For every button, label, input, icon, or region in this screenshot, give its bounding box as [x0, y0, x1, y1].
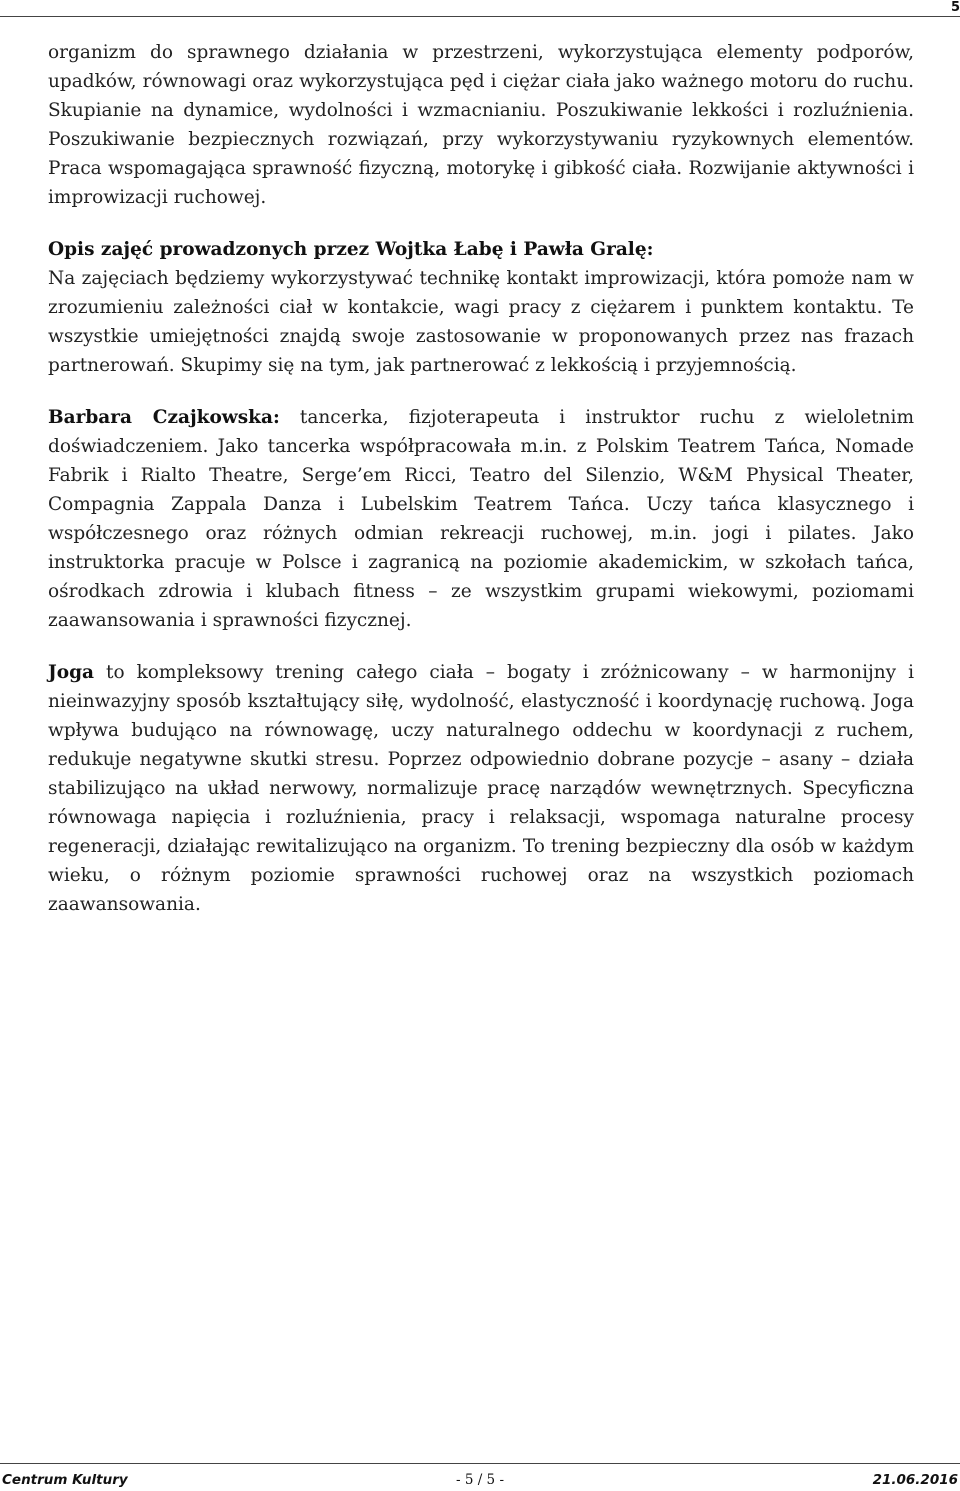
bio-text: tancerka, fizjoterapeuta i instruktor ruchu z wieloletnim doświadczeniem. Jako tancerka współpracowała m.in. z Polskim Teatrem Tańca, Nomade Fabrik i Rialto Theatre, Serge’em Ricci, Teatro del Silenzio, W&M Physical Theater, Compagnia Zappala Danza i Lubelskim Teatrem Tańca. Uczy tańca klasycznego i współczesnego oraz różnych odmian rekreacji ruchowej, m.in. jogi i pilates. Jako instruktorka pracuje w Polsce i zagranicą na poziomie akademickim, w szkołach tańca, ośrodkach zdrowia i klubach fitness – ze wszystkim grupami wiekowymi, poziomami zaawansowania i sprawności fizycznej. — [48, 407, 914, 631]
yoga-text: to kompleksowy trening całego ciała – bogaty i zróżnicowany – w harmonijny i nieinwazyjny sposób kształtujący siłę, wydolność, elastyczność i koordynację ruchową. Joga wpływa budująco na równowagę, uczy naturalnego oddechu w koordynacji z ruchem, redukuje negatywne skutki stresu. Poprzez odpowiednio dobrane pozycje – asany – działa stabilizująco na układ nerwowy, normalizuje pracę narządów wewnętrznych. Specyficzna równowaga napięcia i rozluźnienia, pracy i relaksacji, wspomaga naturalne procesy regeneracji, działając rewitalizująco na organizm. To trening bezpieczny dla osób w każdym wieku, o różnym poziomie sprawności ruchowej oraz na wszystkich poziomach zaawansowania. — [48, 662, 914, 915]
footer-page-indicator: - 5 / 5 - — [455, 1472, 504, 1488]
header-divider — [0, 16, 960, 17]
footer-divider — [0, 1463, 960, 1464]
yoga-term: Joga — [48, 662, 95, 683]
page-number: 5 — [950, 0, 960, 15]
bio-name: Barbara Czajkowska: — [48, 407, 280, 428]
contact-improv-section — [48, 235, 914, 380]
document-body — [48, 38, 914, 942]
intro-paragraph: organizm do sprawnego działania w przestrzeni, wykorzystująca elementy podporów, upadków, równowagi oraz wykorzystująca pęd i ciężar ciała jako ważnego motoru do ruchu. Skupianie na dynamice, wydolności i wzmacnianiu. Poszukiwanie lekkości i rozluźnienia. Poszukiwanie bezpiecznych rozwiązań, przy wykorzystywaniu ryzykownych elementów. Praca wspomagająca sprawność fizyczną, motorykę i gibkość ciała. Rozwijanie aktywności i improwizacji ruchowej. — [48, 42, 914, 208]
footer-date: 21.06.2016 — [872, 1472, 958, 1488]
section-heading-contact-improv: Opis zajęć prowadzonych przez Wojtka Łabę i Pawła Gralę: — [48, 239, 654, 260]
footer-organization: Centrum Kultury — [2, 1472, 128, 1488]
bio-section — [48, 403, 914, 635]
page-footer — [0, 1463, 960, 1491]
yoga-section — [48, 658, 914, 919]
section-text-contact-improv: Na zajęciach będziemy wykorzystywać technikę kontakt improwizacji, która pomoże nam w zrozumieniu zależności ciał w kontakcie, wagi pracy z ciężarem i punktem kontaktu. Te wszystkie umiejętności znajdą swoje zastosowanie w proponowanych przez nas frazach partnerowań. Skupimy się na tym, jak partnerować z lekkością i przyjemnością. — [48, 268, 914, 376]
